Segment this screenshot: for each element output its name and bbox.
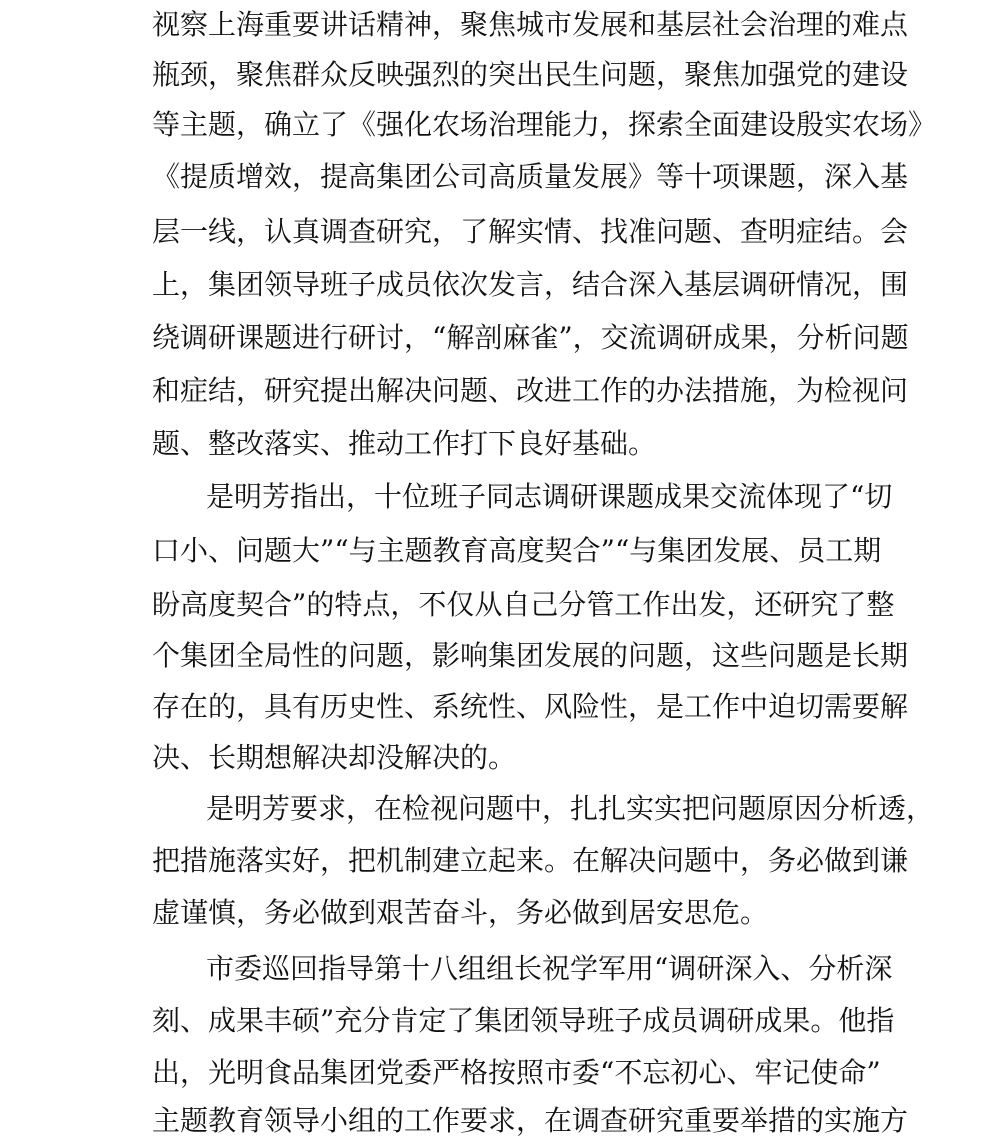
text-line: 刻、成果丰硕”充分肯定了集团领导班子成员调研成果。他指 bbox=[152, 1004, 895, 1037]
text-line: 是明芳要求，在检视问题中，扎扎实实把问题原因分析透， bbox=[206, 792, 935, 825]
text-line: 等主题，确立了《强化农场治理能力，探索全面建设殷实农场》 bbox=[152, 108, 937, 141]
text-line: 盼高度契合”的特点，不仅从自己分管工作出发，还研究了整 bbox=[152, 588, 895, 621]
text-line: 市委巡回指导第十八组组长祝学军用“调研深入、分析深 bbox=[206, 952, 893, 985]
text-line: 把措施落实好，把机制建立起来。在解决问题中，务必做到谦 bbox=[152, 844, 909, 877]
text-line: 存在的，具有历史性、系统性、风险性，是工作中迫切需要解 bbox=[152, 690, 909, 723]
text-line: 《提质增效，提高集团公司高质量发展》等十项课题，深入基 bbox=[152, 160, 909, 193]
text-line: 绕调研课题进行研讨，“解剖麻雀”，交流调研成果，分析问题 bbox=[152, 321, 909, 354]
text-line: 出，光明食品集团党委严格按照市委“不忘初心、牢记使命” bbox=[152, 1056, 881, 1089]
text-line: 上，集团领导班子成员依次发言，结合深入基层调研情况，围 bbox=[152, 268, 909, 301]
text-line: 个集团全局性的问题，影响集团发展的问题，这些问题是长期 bbox=[152, 639, 909, 672]
text-line: 口小、问题大”“与主题教育高度契合”“与集团发展、员工期 bbox=[152, 534, 882, 567]
text-line: 决、长期想解决却没解决的。 bbox=[152, 741, 517, 774]
text-line: 是明芳指出，十位班子同志调研课题成果交流体现了“切 bbox=[206, 480, 893, 513]
text-line: 虚谨慎，务必做到艰苦奋斗，务必做到居安思危。 bbox=[152, 896, 769, 929]
text-line: 和症结，研究提出解决问题、改进工作的办法措施，为检视问 bbox=[152, 374, 909, 407]
text-line: 视察上海重要讲话精神，聚焦城市发展和基层社会治理的难点 bbox=[152, 8, 909, 41]
text-line: 主题教育领导小组的工作要求，在调查研究重要举措的实施方 bbox=[152, 1104, 909, 1137]
text-line: 层一线，认真调查研究，了解实情、找准问题、查明症结。会 bbox=[152, 215, 909, 248]
text-line: 瓶颈，聚焦群众反映强烈的突出民生问题，聚焦加强党的建设 bbox=[152, 58, 909, 91]
text-line: 题、整改落实、推动工作打下良好基础。 bbox=[152, 427, 657, 460]
